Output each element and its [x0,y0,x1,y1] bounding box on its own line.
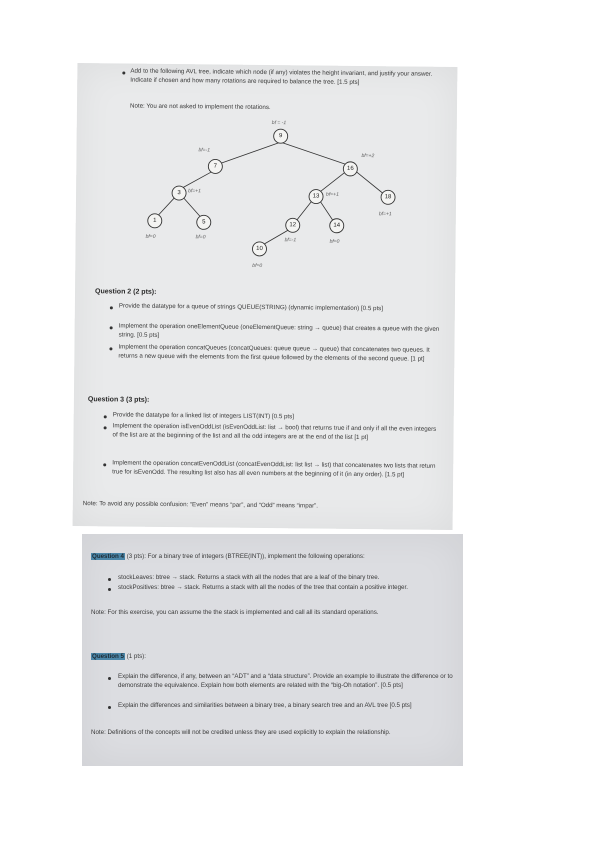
tree-node [274,129,288,143]
q3-note: Note: To avoid any possible confusion: “Even” means “par”, and “Odd” means “impar”. [82,500,318,510]
q5-item: Explain the difference, if any, between an “ADT” and a “data structure”. Provide an example to illustrate the difference or to demonstrate the equivalence. Explain how both elements are related with the “big-Oh notation”. [0.5 pts] [118,673,453,689]
bf-label: bf=-1 [198,147,211,154]
tree-node [208,159,222,173]
q5-item: Explain the differences and similarities between a binary tree, a binary search tree and an AVL tree [0.5 pts] [118,702,412,709]
tree-node [148,214,162,228]
tree-node [197,215,211,229]
question-5-desc: (1 pts): [124,653,146,660]
tree-node [252,242,266,256]
bf-label: bf = -1 [271,120,287,127]
bf-label: bf=+1 [188,188,201,195]
q2-item: Provide the datatype for a queue of strings QUEUE(STRING) (dynamic implementation) [0.5 pts] [118,302,384,313]
tree-node [172,186,186,200]
avl-question-text: Add to the following AVL tree, indicate which node (if any) violates the height invariant, and justify your answer. Indicate if chosen and how many rotations are required to balance the tree. [1.5 pts] [130,67,433,86]
bf-label: bf=0 [329,238,340,245]
bf-label: bf=0 [145,233,156,240]
bullet-dot [108,578,111,581]
svg-text:18: 18 [384,194,392,201]
tree-node [381,190,395,204]
question-4-intro [91,553,456,562]
svg-text:1: 1 [153,217,157,224]
bf-label: bf=0 [195,234,206,241]
q4-item: stockLeaves: btree → stack. Returns a stack with all the nodes that are a leaf of the binary tree. [118,574,380,581]
q3-item: Provide the datatype for a linked list of integers LIST(INT) [0.5 pts] [112,411,295,421]
bullet-dot [104,426,107,429]
bullet-dot [110,306,113,309]
svg-text:13: 13 [312,193,320,200]
tree-node [309,189,323,203]
bf-label: bf=+1 [378,211,392,218]
bullet-dot [103,463,106,466]
svg-text:5: 5 [202,219,206,226]
question-5-title: Question 5 [92,653,124,660]
svg-text:16: 16 [346,165,354,172]
question-2-title: Question 2 (2 pts): [95,288,157,296]
svg-text:7: 7 [213,163,218,170]
q5-note: Note: Definitions of the concepts will not be credited unless they are used explicitly to explain the relationship. [91,729,391,736]
exam-page-photo-1 [73,63,458,530]
tree-node [343,162,357,176]
question-5-intro [91,653,456,662]
q3-item: Implement the operation isEvenOddList (isEvenOddList: list → bool) that returns true if and only if all the even integers of the list are at the beginning of the list and all the odd integers are at the end of the list [1 pt] [112,422,437,441]
svg-text:10: 10 [256,245,263,252]
question-4-title: Question 4 [92,553,124,560]
question-3-title: Question 3 (3 pts): [87,396,150,404]
avl-tree-drawing [75,113,457,287]
q4-item: stockPositives: btree → stack. Returns a stack with all the nodes of the tree that contain a positive integer. [118,584,408,591]
bullet-dot [108,588,111,591]
q2-item: Implement the operation concatQueues (concatQueues: queue queue → queue) that concatenates two queues. It returns a new queue with the elements from the first queue followed by the elements of the second queue. [1 pt] [118,343,430,363]
svg-text:14: 14 [333,222,341,229]
svg-text:9: 9 [278,133,283,140]
tree-node [286,218,300,232]
q3-item: Implement the operation concatEvenOddList (concatEvenOddList: list list → list) that concatenates two lists that return true for isEvenOdd. The resulting list also has all even numbers at the beginning of it (in any order). [1.5 pt] [112,459,436,479]
svg-text:3: 3 [177,190,181,197]
bullet-dot [109,347,112,350]
bullet-dot [110,326,113,329]
question-4-desc: (3 pts): For a binary tree of integers (BTREE(INT)), implement the following operations: [124,553,365,560]
bullet-dot [104,415,107,418]
bullet-dot [122,71,125,74]
tree-node [330,219,344,233]
bf-label: bf=0 [252,262,263,269]
bullet-dot [108,677,111,680]
avl-note: Note: You are not asked to implement the rotations. [129,102,271,112]
bf-label: bf=-1 [284,237,297,244]
bf-label: bf=+2 [361,153,375,160]
bf-label: bf=+1 [326,191,339,198]
q4-note: Note: For this exercise, you can assume the the stack is implemented and call all its standard operations. [91,609,379,616]
exam-page-photo-2 [82,534,463,766]
bullet-dot [108,706,111,709]
svg-text:12: 12 [289,222,297,229]
q2-item: Implement the operation oneElementQueue (oneElementQueue: string → queue) that creates a queue with the given string. [0.5 pts] [118,322,440,339]
